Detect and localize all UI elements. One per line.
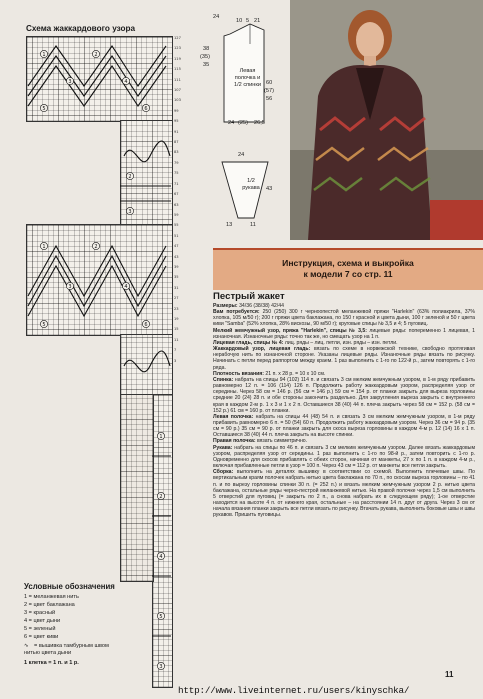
front-schematic-label: Левая полочка и 1/2 спинки [234, 68, 261, 88]
article-paragraph: Размеры: 34/36 (38/38) 42/44 [213, 303, 284, 309]
legend-item: 2 = цвет баклажана [24, 602, 75, 608]
svg-text:3: 3 [159, 664, 163, 670]
legend-item: ∿ = вышивка тамбурным швом нитью цвета дыни [24, 643, 109, 656]
legend-item: 3 = красный [24, 610, 56, 616]
article-paragraph: Сборка: выполнить на деталях вышивку в соответствии со схемой. Выполнить плечевые швы. По вертикальным краям полочек набрать нитью цвета баклажана по 70 п., по скосам выреза горловины – по 41 п. и по вырезу горловины спинки 30 п. (= 252 п.) и вязать мелким жемчужным узором 2 р. нитью цвета баклажана, остальные ряды черно-пестрой меланжевой нитью. На правой полочке через 1,5 см выполнить 5 отверстий для пуговиц (= закрыть по 2 п., а снова набрать их в следующем ряду); 1-ое отверстие находится на высоте 4 п. от нижнего края, остальные – на расстоянии 14 п. друг от друга. Через 3 см от начала вязания планки закрыть все петли вязать по рисунку. Втачать рукава, выполнить боковые швы и швы рукавов. Пришить пуговицы. [213, 469, 475, 519]
dim: 13 [226, 222, 233, 228]
model-photo [290, 0, 483, 240]
chart-row-numbers: 127 123 119 115 111 107 103 99 95 91 87 83 79 75 71 67 63 59 55 51 47 43 39 35 31 27 23 19 15 11 7 3 [174, 36, 181, 363]
legend-item: 1 = меланжевая нить [24, 594, 79, 600]
legend-title: Условные обозначения [24, 582, 115, 591]
sleeve-schematic [214, 156, 284, 228]
source-url[interactable]: http://www.liveinternet.ru/users/kinyschka/ [178, 685, 410, 696]
dim: (35) [200, 54, 210, 60]
article-paragraph: Лицевая гладь, спицы № 4: лиц. ряды – лиц. петли, изн. ряды – изн. петли. [213, 339, 398, 346]
svg-text:3: 3 [128, 209, 132, 215]
chart-title: Схема жаккардового узора [26, 24, 136, 33]
svg-text:3: 3 [68, 79, 72, 85]
dim: 11 [250, 222, 256, 228]
svg-text:4: 4 [159, 554, 163, 560]
svg-text:2: 2 [94, 244, 98, 250]
legend-item: 1 клетка = 1 п. и 1 р. [24, 660, 79, 666]
svg-text:2: 2 [159, 494, 163, 500]
dim: (57) [264, 88, 274, 94]
instruction-banner-text: Инструкция, схема и выкройка к модели 7 со стр. 11 [282, 258, 414, 279]
svg-text:3: 3 [68, 284, 72, 290]
article-body [213, 303, 475, 518]
instruction-banner [213, 248, 483, 290]
svg-text:5: 5 [159, 614, 163, 620]
svg-text:4: 4 [124, 79, 128, 85]
sleeve-schematic-label: 1/2 рукава [242, 178, 260, 191]
svg-text:6: 6 [144, 106, 148, 112]
svg-text:1: 1 [42, 52, 46, 58]
article-paragraph: Мелкий жемчужный узор, пряжа "Harlekin", спицы № 3,5: лицевые ряды: попеременно 1 лицевая, 1 изнаночная. Изнаночные ряды: точно так же, но смещать узор на 1 п. [213, 327, 475, 340]
svg-text:6: 6 [144, 322, 148, 328]
dim: 26,5 [254, 120, 265, 126]
article-title: Пестрый жакет [213, 291, 285, 302]
svg-text:2: 2 [94, 52, 98, 58]
svg-text:1: 1 [159, 434, 163, 440]
legend-item: 5 = зеленый [24, 626, 56, 632]
svg-text:1: 1 [42, 244, 46, 250]
dim: 35 [203, 62, 210, 68]
dim: 38 [203, 46, 210, 52]
embroidery-stitch-icon: ∿ [24, 643, 29, 649]
article-paragraph: Рукава: набрать на спицы по 46 п. и связать 3 см мелким жемчужным узором. Далее вязать жаккардовым узором, распределяя узор от середины. 1 раз выполнить с 1-го по 98-й р., затем повторить с 1-го р. Одновременно для скосов прибавлять с обеих сторон, начиная от манжеты, 27 x по 1 п. в каждом 4-м р., включая прибавленные петли в узор = 100 п. Через 43 см = 112 р. от манжеты все петли закрыть. [213, 444, 475, 470]
dim: 24 [213, 14, 220, 20]
dim: 60 [266, 80, 273, 86]
article-paragraph: Жаккардовый узор, лицевая гладь: вязать по схеме в норвежской технике, свободно протягивая нерабочую нить по изнаночной стороне. Указаны лицевые ряды. Изнаночные ряды вязать по рисунку. Начинать с петли перед раппортом между краем. 1 раз выполнить с 1-го по 122-й р., затем повторять с 1-го ряда. [213, 346, 476, 371]
model-illustration [290, 0, 483, 240]
dim: (25) [238, 120, 248, 126]
dim: 24 [238, 152, 245, 158]
svg-text:5: 5 [42, 322, 46, 328]
svg-text:2: 2 [128, 174, 132, 180]
dim: 21 [254, 18, 261, 24]
article-paragraph: Спинка: набрать на спицы 94 (102) 114 п. и связать 3 см мелким жемчужным узором, в 1-м ряду прибавить равномерно 12 п. = 106 (114) 126 п. Продолжить работу жаккардовым узором, распределяя узор от середины. Через 58 см = 146 р. (56 см = 146 р.) 59 см = 154 р. от планки закрыть для выреза горловины средние 20 (24) 28 п. и обе стороны закончить раздельно. Для закругления выреза закрыть с внутреннего края в каждом 2-м р. 1 x 3 и 1 x 2 п. Оставшиеся 38 (40) 44 п. плеча закрыть через 58 см = 152 р. (58 см = 152 р.) 61 см = 160 р. от планки. [213, 376, 475, 414]
legend-item: 6 = цвет киви [24, 634, 59, 640]
dim: 43 [266, 186, 273, 192]
dim: 10 [236, 18, 243, 24]
article-paragraph: Плотность вязания: 21 п. x 28 р. = 10 x 10 см. [213, 370, 326, 377]
article-paragraph: Вам потребуется: 250 (250) 300 г черноопестой меланжевой пряжи "Harlekin" (63% полиакрила, 37% хлопка, 105 м/50 г); 200 г пряжи цвета баклажана, по 150 г красной и цвета дыни, 100 г зеленой и 50 г цвета киви "Samba" (52% хлопка, 28% вискозы, 90 м/50 г); круговые спицы № 3,5 и 4; 5 пуговиц. [213, 309, 475, 328]
page-number: 11 [445, 670, 454, 679]
dim: 5 [246, 18, 250, 24]
article-paragraph: Левая полочка: набрать на спицы 44 (48) 54 п. и связать 3 см мелким жемчужным узором, в 1-м ряду прибавить равномерно 6 п. = 50 (54) 60 п. Продолжить работу жаккардовым узором. Через 36 см = 94 р. (35 см = 90 р.) 35 см = 90 р. от планки закрыть для скоса выреза горловины в каждом 4-м р. 12 (14) 16 x 1 п. Оставшиеся 38 (40) 44 п. плеча закрыть на высоте спинки. [213, 413, 475, 439]
svg-text:5: 5 [42, 106, 46, 112]
dim: 56 [266, 96, 273, 102]
dim: 24 [228, 120, 235, 126]
svg-text:4: 4 [124, 284, 128, 290]
legend-item: 4 = цвет дыни [24, 618, 61, 624]
article-paragraph: Правая полочка: вязать симметрично. [213, 438, 308, 445]
